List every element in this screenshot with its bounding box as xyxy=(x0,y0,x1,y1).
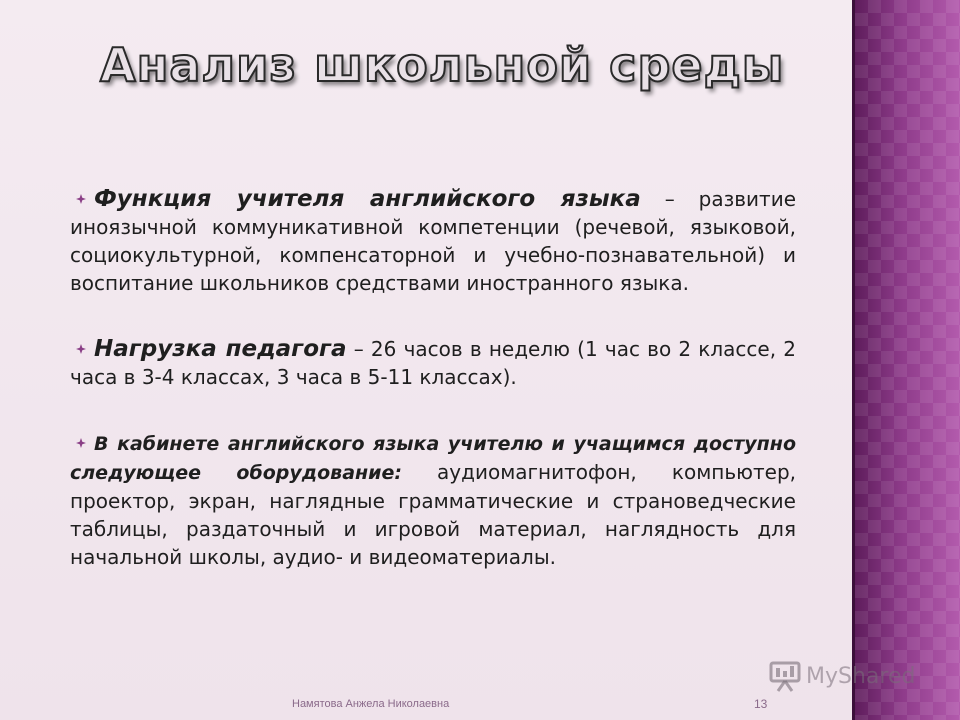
slide-content xyxy=(70,185,796,609)
footer-author: Намятова Анжела Николаевна xyxy=(292,698,450,710)
presentation-board-icon xyxy=(768,660,802,692)
bullet-text: – 26 часов в неделю (1 час во 2 классе, 2 часа в 3-4 классах, 3 часа в 5-11 классах). xyxy=(70,337,797,389)
bullet-lead: Нагрузка педагога xyxy=(94,336,347,362)
bullet-text: аудиомагнитофон, компьютер, проектор, экран, наглядные грамматические и страноведческие таблицы, раздаточный и игровой материал, наглядность для начальной школы, аудио- и видеоматериалы. xyxy=(70,460,796,569)
watermark xyxy=(768,656,915,696)
decorative-side-panel xyxy=(855,0,960,720)
bullet-lead: В кабинете английского языка учителю и учащимся доступно следующее оборудование: xyxy=(70,433,796,484)
diamond-bullet-icon xyxy=(76,344,86,354)
watermark-text: MyShared xyxy=(806,663,916,689)
bullet-item-teacher-function xyxy=(70,185,796,297)
slide-title: Анализ школьной среды xyxy=(100,38,785,92)
bullet-item-teacher-load xyxy=(70,335,796,391)
diamond-bullet-icon xyxy=(76,194,86,204)
bullet-item-classroom-equipment xyxy=(70,429,796,571)
page-number: 13 xyxy=(754,697,768,711)
bullet-text: – развитие иноязычной коммуникативной компетенции (речевой, языковой, социокультурной, компенсаторной и учебно-познавательной) и воспитание школьников средствами иностранного языка. xyxy=(70,187,796,295)
bullet-lead: Функция учителя английского языка xyxy=(94,186,641,212)
diamond-bullet-icon xyxy=(76,438,86,448)
